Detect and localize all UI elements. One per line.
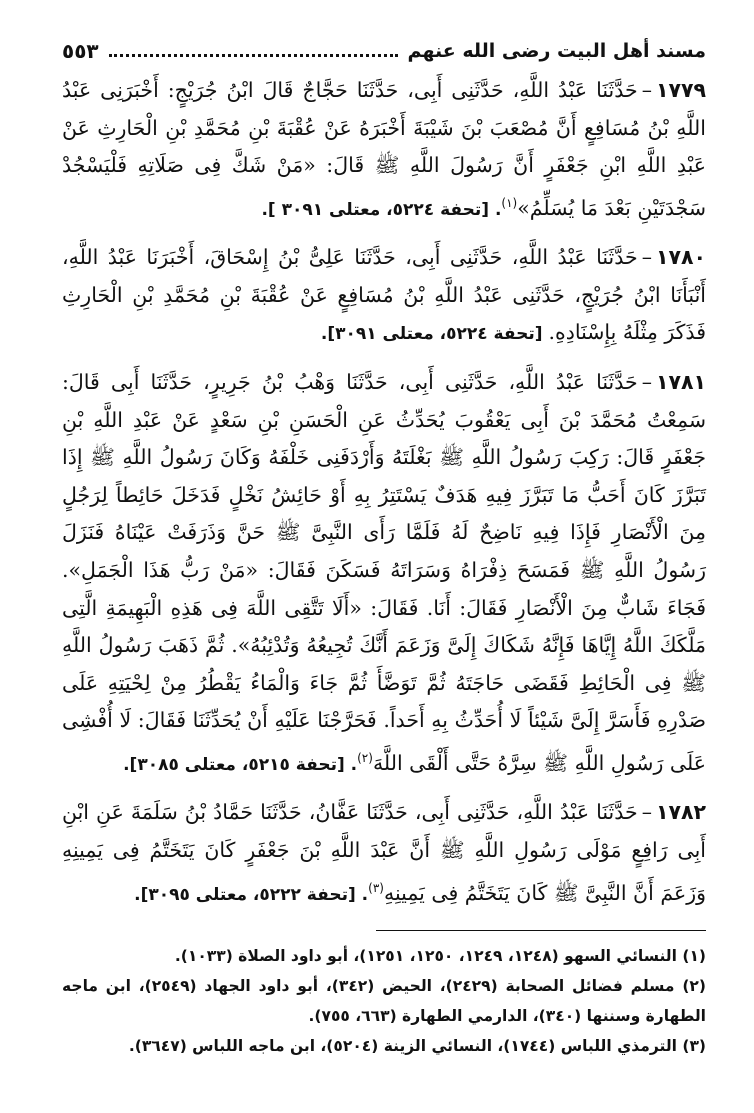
- hadith-text: حَدَّثَنَا عَبْدُ اللَّهِ، حَدَّثَنِى أَبِى، حَدَّثَنَا عَلِىُّ بْنُ إِسْحَاقَ، أَخْبَرَنَا عَبْدُ اللَّهِ، أَنْبَأَنَا ابْنُ جُرَيْجٍ، حَدَّثَنِى عَبْدُ اللَّهِ بْنُ مُسَافِعٍ عَنْ عُقْبَةَ بْنِ مُحَمَّدِ بْنِ الْحَارِثِ فَذَكَرَ مِثْلَهُ بِإِسْنَادِهِ.: [62, 245, 706, 345]
- footnote-1: (١) النسائي السهو (١٢٤٨، ١٢٤٩، ١٢٥٠، ١٢٥١)، أبو داود الصلاة (١٠٣٣).: [174, 946, 706, 965]
- dotted-leader: [109, 54, 398, 57]
- hadith-1780: [62, 239, 706, 354]
- hadith-text: حَدَّثَنَا عَبْدُ اللَّهِ، حَدَّثَنِى أَبِى، حَدَّثَنَا حَجَّاجٌ قَالَ ابْنُ جُرَيْجٍ: أَخْبَرَنِى عَبْدُ اللَّهِ بْنُ مُسَافِعٍ أَنَّ مُصْعَبَ بْنَ شَيْبَةَ أَخْبَرَهُ عَنْ عُقْبَةَ بْنِ مُحَمَّدِ بْنِ الْحَارِثِ عَنْ عَبْدِ اللَّهِ ابْنِ جَعْفَرٍ أَنَّ رَسُولَ اللَّهِ ﷺ قَالَ: «مَنْ شَكَّ فِى صَلَاتِهِ فَلْيَسْجُدْ سَجْدَتَيْنِ بَعْدَ مَا يُسَلِّمُ»: [62, 78, 706, 220]
- running-title: مسند أهل البيت رضى الله عنهم: [407, 40, 706, 62]
- footnote-2: (٢) مسلم فضائل الصحابة (٢٤٢٩)، الحيض (٣٤٢)، أبو داود الجهاد (٢٥٤٩)، ابن ماجه الطهارة وسننها (٣٤٠)، الدارمي الطهارة (٦٦٣، ٧٥٥).: [62, 976, 706, 1025]
- footnote-separator: [376, 930, 706, 931]
- hadith-reference: . [تحفة ٥٢٢٢، معتلى ٣٠٩٥].: [134, 884, 369, 905]
- hadith-number: ١٧٨١: [655, 369, 706, 394]
- footnote-marker: (٣): [368, 880, 384, 895]
- footnote-marker: (١): [501, 195, 518, 210]
- hadith-1781: [62, 364, 706, 784]
- hadith-dash: –: [641, 369, 652, 394]
- hadith-reference: [تحفة ٥٢٢٤، معتلى ٣٠٩١].: [320, 324, 549, 345]
- hadith-reference: . [تحفة ٥٢١٥، معتلى ٣٠٨٥].: [123, 754, 358, 775]
- page-number: ٥٥٣: [62, 39, 99, 63]
- footnote-marker: (٢): [357, 750, 373, 765]
- hadith-dash: –: [641, 800, 652, 825]
- hadith-number: ١٧٨٢: [655, 800, 706, 825]
- hadith-number: ١٧٨٠: [655, 245, 706, 270]
- hadith-1782: [62, 794, 706, 914]
- hadith-text: حَدَّثَنَا عَبْدُ اللَّهِ، حَدَّثَنِى أَبِى، حَدَّثَنَا عَفَّانُ، حَدَّثَنَا حَمَّادُ بْنُ سَلَمَةَ عَنِ ابْنِ أَبِى رَافِعٍ مَوْلَى رَسُولِ اللَّهِ ﷺ أَنَّ عَبْدَ اللَّهِ بْنَ جَعْفَرٍ كَانَ يَتَخَتَّمُ فِى يَمِينِهِ وَزَعَمَ أَنَّ النَّبِىَّ ﷺ كَانَ يَتَخَتَّمُ فِى يَمِينِهِ: [62, 800, 706, 905]
- hadith-reference: . [تحفة ٥٢٢٤، معتلى ٣٠٩١ ].: [261, 199, 502, 220]
- hadith-1779: [62, 72, 706, 229]
- page-header: [62, 32, 706, 70]
- footnote-3: (٣) الترمذي اللباس (١٧٤٤)، النسائي الزينة (٥٢٠٤)، ابن ماجه اللباس (٣٦٤٧).: [128, 1036, 706, 1055]
- hadith-dash: –: [641, 78, 652, 102]
- hadith-number: ١٧٧٩: [655, 78, 706, 102]
- hadith-text: حَدَّثَنَا عَبْدُ اللَّهِ، حَدَّثَنِى أَبِى، حَدَّثَنَا وَهْبُ بْنُ جَرِيرٍ، حَدَّثَنَا أَبِى قَالَ: سَمِعْتُ مُحَمَّدَ بْنَ أَبِى يَعْقُوبَ يُحَدِّثُ عَنِ الْحَسَنِ بْنِ سَعْدٍ عَنْ عَبْدِ اللَّهِ بْنِ جَعْفَرٍ قَالَ: رَكِبَ رَسُولُ اللَّهِ ﷺ بَغْلَتَهُ وَأَرْدَفَنِى خَلْفَهُ وَكَانَ رَسُولُ اللَّهِ ﷺ إِذَا تَبَرَّزَ كَانَ أَحَبُّ مَا تَبَرَّزَ فِيهِ هَدَفٌ يَسْتَتِرُ بِهِ أَوْ حَائِشُ نَخْلٍ فَدَخَلَ حَائِطاً لِرَجُلٍ مِنَ الْأَنْصَارِ فَإِذَا فِيهِ نَاضِحٌ لَهُ فَلَمَّا رَأَى النَّبِىَّ ﷺ حَنَّ وَذَرَفَتْ عَيْنَاهُ فَنَزَلَ رَسُولُ اللَّهِ ﷺ فَمَسَحَ ذِفْرَاهُ وَسَرَاتَهُ فَسَكَنَ فَقَالَ: «مَنْ رَبُّ هَذَا الْجَمَلِ». فَجَاءَ شَابٌّ مِنَ الْأَنْصَارِ فَقَالَ: أَنَا. فَقَالَ: «أَلَا تَتَّقِى اللَّهَ فِى هَذِهِ الْبَهِيمَةِ الَّتِى مَلَّكَكَ اللَّهُ إِيَّاهَا فَإِنَّهُ شَكَاكَ إِلَىَّ وَزَعَمَ أَنَّكَ تُجِيعُهُ وَتُدْئِبُهُ». ثُمَّ ذَهَبَ رَسُولُ اللَّهِ ﷺ فِى الْحَائِطِ فَقَضَى حَاجَتَهُ ثُمَّ تَوَضَّأَ ثُمَّ جَاءَ وَالْمَاءُ يَقْطُرُ مِنْ لِحْيَتِهِ عَلَى صَدْرِهِ فَأَسَرَّ إِلَىَّ شَيْئاً لَا أُحَدِّثُ بِهِ أَحَداً. فَحَرَّجْنَا عَلَيْهِ أَنْ يُحَدِّثَنَا فَقَالَ: لَا أُفْشِى عَلَى رَسُولِ اللَّهِ ﷺ سِرَّهُ حَتَّى أَلْقَى اللَّهَ: [62, 369, 706, 775]
- hadith-dash: –: [641, 245, 652, 270]
